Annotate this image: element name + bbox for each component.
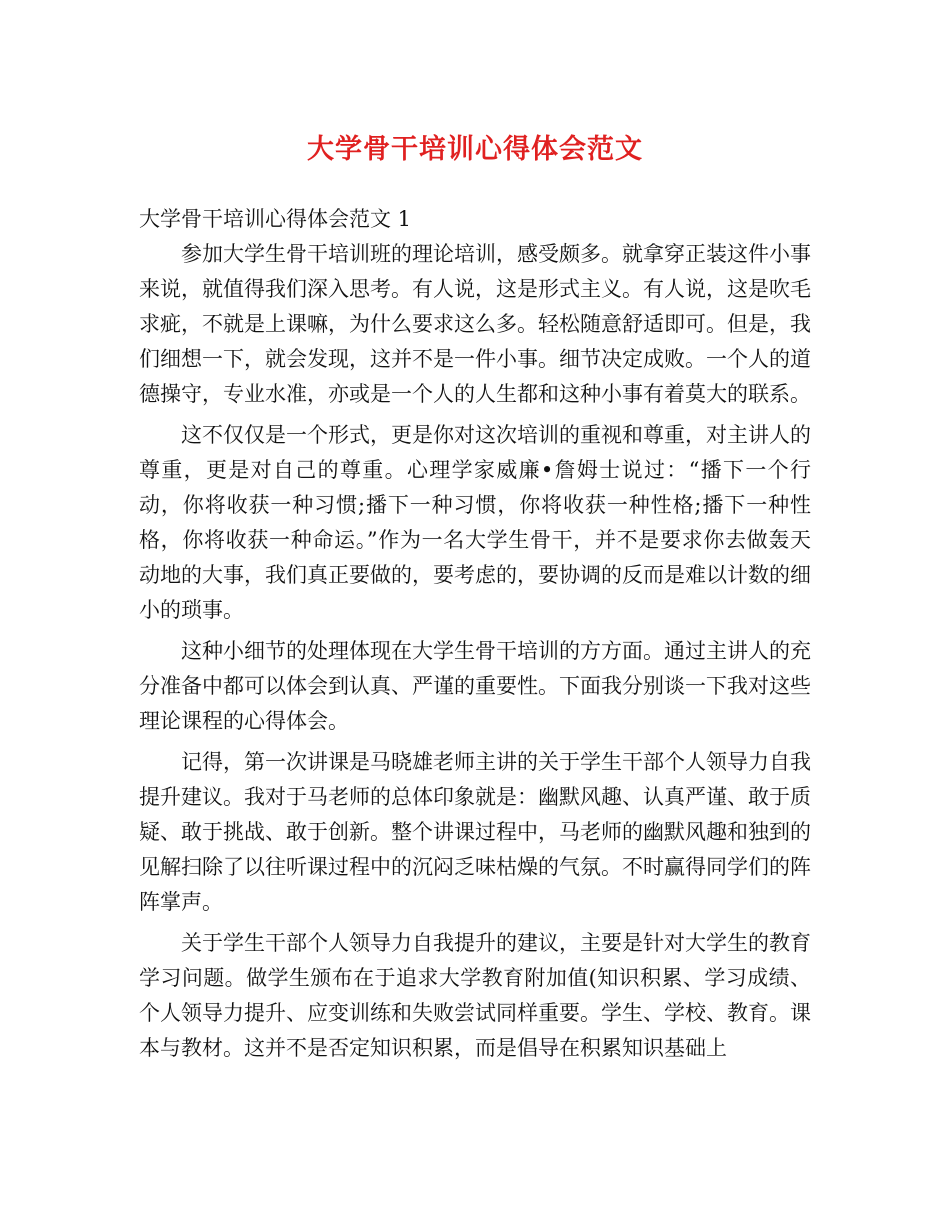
document-title: 大学骨干培训心得体会范文 <box>307 134 643 165</box>
paragraph-5: 关于学生干部个人领导力自我提升的建议，主要是针对大学生的教育学习问题。做学生颁布在于追求大学教育附加值(知识积累、学习成绩、个人领导力提升、应变训练和失败尝试同样重要。学生、学校、教育。课本与教材。这并不是否定知识积累，而是倡导在积累知识基础上 <box>139 931 811 1060</box>
paragraph-1: 参加大学生骨干培训班的理论培训，感受颇多。就拿穿正装这件小事来说，就值得我们深入思考。有人说，这是形式主义。有人说，这是吹毛求疵，不就是上课嘛，为什么要求这么多。轻松随意舒适即可。但是，我们细想一下，就会发现，这并不是一件小事。细节决定成败。一个人的道德操守，专业水准，亦或是一个人的人生都和这种小事有着莫大的联系。 <box>139 242 811 406</box>
paragraph-4: 记得，第一次讲课是马晓雄老师主讲的关于学生干部个人领导力自我提升建议。我对于马老师的总体印象就是：幽默风趣、认真严谨、敢于质疑、敢于挑战、敢于创新。整个讲课过程中，马老师的幽默风趣和独到的见解扫除了以往听课过程中的沉闷乏味枯燥的气氛。不时赢得同学们的阵阵掌声。 <box>139 750 811 914</box>
paragraph-2: 这不仅仅是一个形式，更是你对这次培训的重视和尊重，对主讲人的尊重，更是对自己的尊重。心理学家威廉•詹姆士说过：“播下一个行动，你将收获一种习惯;播下一种习惯，你将收获一种性格;播下一种性格，你将收获一种命运。”作为一名大学生骨干，并不是要求你去做轰天动地的大事，我们真正要做的，要考虑的，要协调的反而是难以计数的细小的琐事。 <box>139 423 811 622</box>
section-heading: 大学骨干培训心得体会范文 1 <box>139 207 412 231</box>
paragraph-3: 这种小细节的处理体现在大学生骨干培训的方方面。通过主讲人的充分准备中都可以体会到认真、严谨的重要性。下面我分别谈一下我对这些理论课程的心得体会。 <box>139 639 811 733</box>
document-page <box>139 128 811 1072</box>
